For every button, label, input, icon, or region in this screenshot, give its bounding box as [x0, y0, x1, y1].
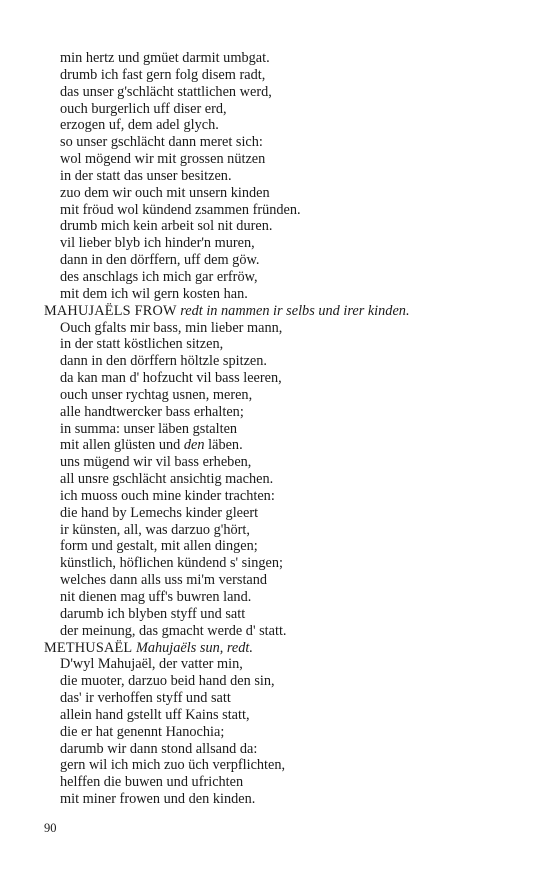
speaker-name: MAHUJAËLS FROW [44, 302, 177, 319]
verse-line: form und gestalt, mit allen dingen; [60, 538, 258, 555]
verse-line: so unser gschlächt dann meret sich: [60, 134, 263, 151]
verse-line: darumb ich blyben styff und satt [60, 605, 246, 622]
verse-line: das' ir verhoffen styff und satt [60, 690, 231, 707]
verse-line: zuo dem wir ouch mit unsern kinden [60, 184, 270, 201]
verse-line: ich muoss ouch mine kinder trachten: [60, 487, 275, 504]
verse-line: allein hand gstellt uff Kains statt, [60, 706, 250, 723]
verse-line: min hertz und gmüet darmit umbgat. [60, 50, 270, 66]
verse-line: gern wil ich mich zuo üch verpflichten, [60, 757, 286, 774]
verse-text-block [44, 50, 534, 808]
verse-line: mit dem ich wil gern kosten han. [60, 285, 248, 302]
verse-line: da kan man d' hofzucht vil bass leeren, [60, 370, 282, 387]
verse-line: dann in den dörffern höltzle spitzen. [60, 353, 267, 370]
verse-line [44, 437, 534, 454]
verse-line: darumb wir dann stond allsand da: [60, 740, 258, 757]
verse-line: in summa: unser läben gstalten [60, 420, 238, 437]
speaker-heading [44, 303, 534, 320]
verse-line: Ouch gfalts mir bass, min lieber mann, [60, 319, 283, 336]
verse-line: dann in den dörffern, uff dem göw. [60, 252, 260, 269]
speaker-name: METHUSAËL [44, 639, 133, 656]
stage-direction: redt in nammen ir selbs und irer kinden. [180, 302, 410, 319]
verse-line: in der statt köstlichen sitzen, [60, 336, 224, 353]
verse-line: mit miner frowen und den kinden. [60, 791, 256, 808]
page-number: 90 [44, 821, 57, 835]
verse-emphasis: den [183, 437, 205, 454]
verse-line: drumb ich fast gern folg disem radt, [60, 66, 266, 83]
verse-text: mit allen glüsten und [60, 437, 184, 454]
speaker-heading [44, 640, 534, 657]
verse-line: der meinung, das gmacht werde d' statt. [60, 622, 287, 639]
verse-line: ouch unser rychtag usnen, meren, [60, 386, 253, 403]
verse-line: welches dann alls uss mi'm verstand [60, 572, 268, 589]
verse-line: in der statt das unser besitzen. [60, 167, 232, 184]
verse-line: künstlich, höflichen kündend s' singen; [60, 555, 283, 572]
verse-line: all unsre gschlächt ansichtig machen. [60, 471, 274, 488]
verse-line: uns mügend wir vil bass erheben, [60, 454, 252, 471]
verse-line: erzogen uf, dem adel glych. [60, 117, 219, 134]
verse-line: das unser g'schlächt stattlichen werd, [60, 83, 272, 100]
verse-line: D'wyl Mahujaël, der vatter min, [60, 656, 243, 673]
verse-line: ouch burgerlich uff diser erd, [60, 100, 227, 117]
verse-line: alle handtwercker bass erhalten; [60, 403, 244, 420]
verse-line: des anschlags ich mich gar erfröw, [60, 268, 258, 285]
verse-text: läben. [204, 437, 243, 454]
verse-line: drumb mich kein arbeit sol nit duren. [60, 218, 273, 235]
verse-line: die er hat genennt Hanochia; [60, 723, 225, 740]
stage-direction: Mahujaëls sun, redt. [135, 639, 253, 656]
verse-line: die muoter, darzuo beid hand den sin, [60, 673, 275, 690]
verse-line: vil lieber blyb ich hinder'n muren, [60, 235, 255, 252]
verse-line: nit dienen mag uff's buwren land. [60, 589, 252, 605]
verse-line: wol mögend wir mit grossen nützen [60, 151, 266, 168]
verse-line: ir künsten, all, was darzuo g'hört, [60, 521, 250, 538]
verse-line: die hand by Lemechs kinder gleert [60, 504, 259, 521]
verse-line: helffen die buwen und ufrichten [60, 774, 244, 791]
verse-line: mit fröud wol kündend zsammen fründen. [60, 201, 301, 218]
